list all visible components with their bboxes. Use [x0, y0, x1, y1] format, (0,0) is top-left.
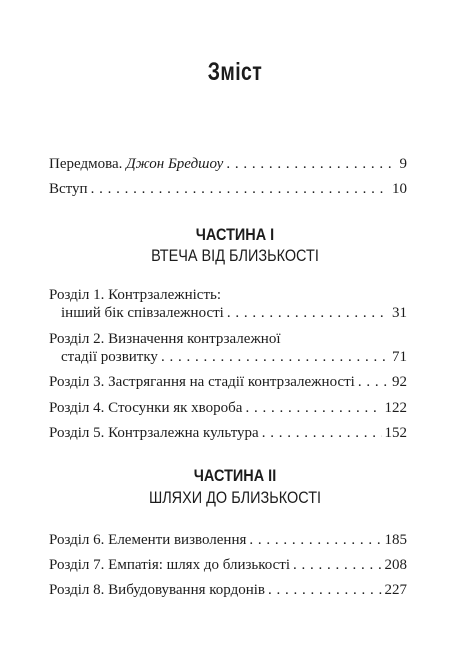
- entry-label: Розділ 5. Контрзалежна культура: [49, 425, 259, 441]
- leader-dots: [268, 582, 382, 599]
- page-number: 122: [384, 400, 407, 416]
- toc-entry-chapter-6[interactable]: [49, 532, 407, 554]
- leader-dots: [249, 532, 381, 549]
- leader-dots: [226, 156, 396, 173]
- page-number: 10: [392, 181, 407, 197]
- entry-label: інший бік співзалежності: [61, 305, 224, 321]
- page-number: 185: [384, 532, 407, 548]
- entry-label: Розділ 3. Застрягання на стадії контрзалежності: [49, 374, 355, 390]
- part-2-heading: ЧАСТИНА ІІ: [193, 466, 277, 485]
- toc-entry-foreword[interactable]: [49, 156, 407, 178]
- leader-dots: [161, 349, 389, 366]
- leader-dots: [262, 425, 382, 442]
- toc-entry-chapter-4[interactable]: [49, 400, 407, 422]
- toc-entry-chapter-3[interactable]: [49, 374, 407, 396]
- entry-label: Розділ 7. Емпатія: шлях до близькості: [49, 557, 291, 573]
- page-number: 152: [384, 425, 407, 441]
- part-2-subtitle: ШЛЯХИ ДО БЛИЗЬКОСТІ: [148, 488, 322, 507]
- entry-author: Джон Бредшоу: [126, 156, 224, 172]
- page-number: 208: [384, 557, 407, 573]
- page-number: 92: [392, 374, 407, 390]
- leader-dots: [293, 557, 381, 574]
- page-number: 227: [384, 582, 407, 598]
- entry-label: стадії розвитку: [61, 349, 158, 365]
- page-number: 71: [392, 349, 407, 365]
- toc-entry-chapter-1[interactable]: [61, 305, 407, 327]
- leader-dots: [358, 374, 389, 391]
- chapter-1-line1: Розділ 1. Контрзалежність:: [49, 287, 222, 303]
- part-1-subtitle: ВТЕЧА ВІД БЛИЗЬКОСТІ: [151, 246, 319, 265]
- chapter-2-line1: Розділ 2. Визначення контрзалежної: [49, 331, 281, 347]
- leader-dots: [91, 181, 389, 198]
- part-1-heading: ЧАСТИНА І: [195, 225, 275, 244]
- entry-label: Розділ 8. Вибудовування кордонів: [49, 582, 265, 598]
- page-number: 31: [392, 305, 407, 321]
- page-title: Зміст: [207, 58, 263, 86]
- entry-label: Вступ: [49, 181, 88, 197]
- leader-dots: [227, 305, 389, 322]
- entry-label: Розділ 4. Стосунки як хвороба: [49, 400, 243, 416]
- entry-label: Розділ 6. Елементи визволення: [49, 532, 247, 548]
- entry-label: Передмова.: [49, 156, 127, 172]
- toc-entry-introduction[interactable]: [49, 181, 407, 203]
- page-number: 9: [399, 156, 407, 172]
- toc-entry-chapter-8[interactable]: [49, 582, 407, 604]
- leader-dots: [245, 400, 381, 417]
- toc-entry-chapter-7[interactable]: [49, 557, 407, 579]
- toc-entry-chapter-2[interactable]: [61, 349, 407, 371]
- toc-entry-chapter-5[interactable]: [49, 425, 407, 447]
